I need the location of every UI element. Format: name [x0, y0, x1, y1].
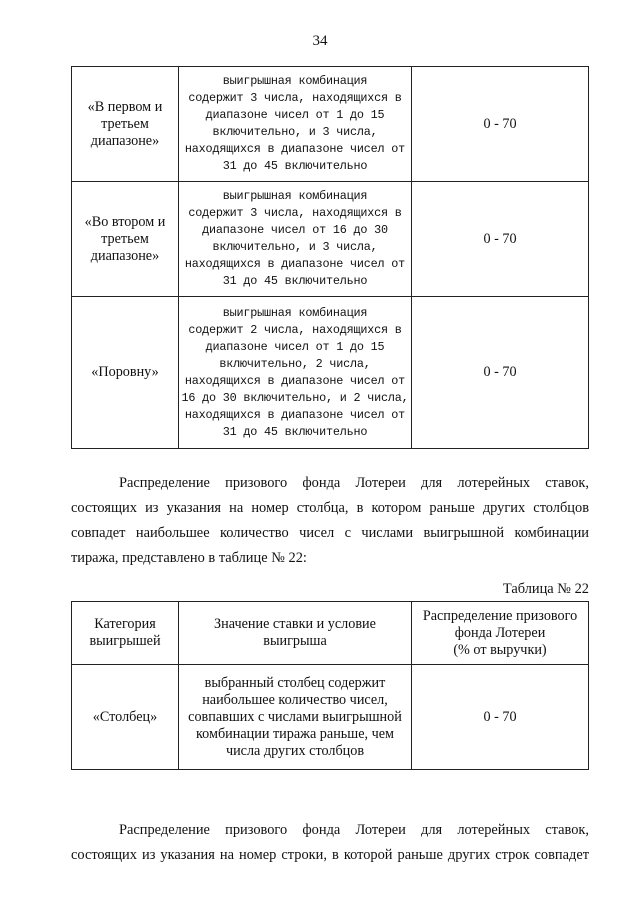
prize-distribution-table-top: [71, 66, 589, 449]
table-row: [72, 182, 589, 297]
header-category: Категория выигрышей: [72, 602, 179, 665]
paragraph-table-22-intro: Распределение призового фонда Лотереи для лотерейных ставок, состоящих из указания на номер столбца, в котором раньше других столбцов совпадет наибольшее количество чисел с числами выигрышной комбинации тиража, представлено в таблице № 22:: [71, 475, 589, 566]
distribution-cell: 0 - 70: [412, 67, 589, 182]
header-distribution: Распределение призового фонда Лотереи (% от выручки): [412, 602, 589, 665]
condition-cell: выигрышная комбинация содержит 3 числа, находящихся в диапазоне чисел от 1 до 15 включительно, и 3 числа, находящихся в диапазоне чисел от 31 до 45 включительно: [179, 67, 412, 182]
table-row: [72, 297, 589, 449]
header-condition: Значение ставки и условие выигрыша: [179, 602, 412, 665]
page-number: 34: [312, 33, 328, 49]
condition-cell: выигрышная комбинация содержит 2 числа, находящихся в диапазоне чисел от 1 до 15 включительно, 2 числа, находящихся в диапазоне чисел от 16 до 30 включительно, и 2 числа, находящихся в диапазоне чисел от 31 до 45 включительно: [179, 297, 412, 449]
paragraph-next-distribution: Распределение призового фонда Лотереи для лотерейных ставок, состоящих из указания на номер строки, в которой раньше других строк совпадет: [71, 822, 589, 863]
distribution-cell: 0 - 70: [412, 665, 589, 770]
condition-cell: выбранный столбец содержит наибольшее количество чисел, совпавших с числами выигрышной комбинации тиража раньше, чем числа других столбцов: [179, 665, 412, 770]
table-caption: Таблица № 22: [502, 581, 589, 597]
category-cell: «Во втором и третьем диапазоне»: [72, 182, 179, 297]
distribution-cell: 0 - 70: [412, 182, 589, 297]
category-cell: «Поровну»: [72, 297, 179, 449]
category-cell: «Столбец»: [72, 665, 179, 770]
condition-cell: выигрышная комбинация содержит 3 числа, находящихся в диапазоне чисел от 16 до 30 включительно, и 3 числа, находящихся в диапазоне чисел от 31 до 45 включительно: [179, 182, 412, 297]
table-row: [72, 67, 589, 182]
category-cell: «В первом и третьем диапазоне»: [72, 67, 179, 182]
table-header-row: [72, 602, 589, 665]
table-row: [72, 665, 589, 770]
distribution-cell: 0 - 70: [412, 297, 589, 449]
prize-distribution-table-22: [71, 601, 589, 770]
